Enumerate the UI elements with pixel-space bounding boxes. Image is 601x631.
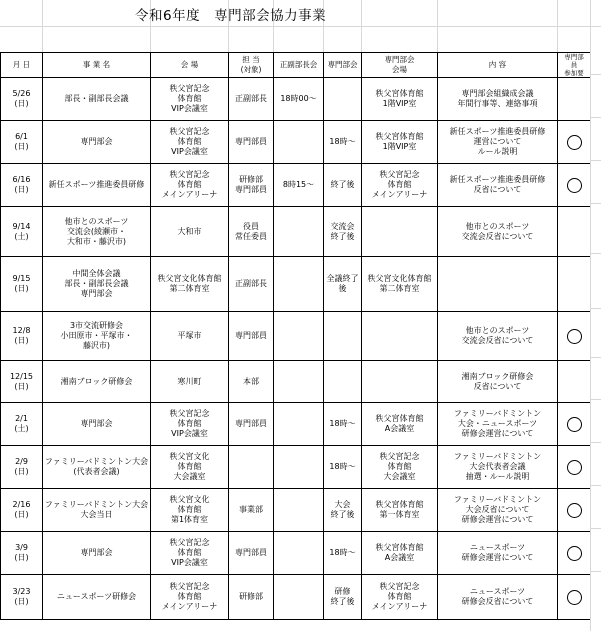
circle-mark-icon	[567, 590, 582, 605]
header-venue: 会 場	[151, 53, 229, 78]
senmon-cell: 大会 終了後	[324, 489, 362, 532]
table-row	[1, 207, 591, 257]
senmon-venue-cell	[362, 361, 438, 403]
date-cell: 12/15 (日)	[1, 361, 43, 403]
vice-meeting-cell	[274, 257, 324, 312]
spreadsheet-right-gutter	[590, 52, 601, 631]
content-cell: ニュースポーツ 研修会反省について	[438, 575, 558, 620]
table-row	[1, 78, 591, 121]
vice-meeting-cell	[274, 575, 324, 620]
charge-cell: 事業部	[229, 489, 274, 532]
required-cell	[558, 403, 591, 446]
event-name-cell: ファミリーバドミントン大会 大会当日	[43, 489, 151, 532]
charge-cell: 正副部長	[229, 257, 274, 312]
senmon-venue-cell: 秩父宮体育館 1階VIP室	[362, 121, 438, 164]
content-cell: 専門部会組織成会議 年間行事等、連絡事項	[438, 78, 558, 121]
event-name-cell: 他市とのスポーツ 交流会(綾瀬市・ 大和市・藤沢市)	[43, 207, 151, 257]
header-charge: 担 当 (対象)	[229, 53, 274, 78]
senmon-venue-cell: 秩父宮体育館 A会議室	[362, 532, 438, 575]
required-cell	[558, 121, 591, 164]
date-cell: 3/9 (日)	[1, 532, 43, 575]
date-cell: 6/1 (日)	[1, 121, 43, 164]
vice-meeting-cell	[274, 312, 324, 361]
venue-cell: 秩父宮文化体育館 第二体育室	[151, 257, 229, 312]
senmon-venue-cell	[362, 312, 438, 361]
date-cell: 9/15 (日)	[1, 257, 43, 312]
content-cell: 湘南ブロック研修会 反省について	[438, 361, 558, 403]
venue-cell: 秩父宮記念 体育館 VIP会議室	[151, 403, 229, 446]
senmon-venue-cell: 秩父宮記念 体育館 メインアリーナ	[362, 575, 438, 620]
required-cell	[558, 257, 591, 312]
date-cell: 2/16 (日)	[1, 489, 43, 532]
table-row	[1, 532, 591, 575]
senmon-cell	[324, 78, 362, 121]
vice-meeting-cell: 18時00～	[274, 78, 324, 121]
circle-mark-icon	[567, 135, 582, 150]
event-name-cell: 専門部会	[43, 121, 151, 164]
header-content: 内 容	[438, 53, 558, 78]
vice-meeting-cell	[274, 207, 324, 257]
header-required: 専門部 員 参加要	[558, 53, 591, 78]
content-cell	[438, 257, 558, 312]
circle-mark-icon	[567, 460, 582, 475]
content-cell: 新任スポーツ推進委員研修 運営について ルール説明	[438, 121, 558, 164]
required-cell	[558, 164, 591, 207]
event-name-cell: 部長・副部長会議	[43, 78, 151, 121]
senmon-venue-cell: 秩父宮文化体育館 第二体育室	[362, 257, 438, 312]
charge-cell: 専門部員	[229, 403, 274, 446]
event-name-cell: 専門部会	[43, 403, 151, 446]
event-name-cell: 新任スポーツ推進委員研修	[43, 164, 151, 207]
senmon-cell: 交流会 終了後	[324, 207, 362, 257]
senmon-cell: 全議終了 後	[324, 257, 362, 312]
date-cell: 5/26 (日)	[1, 78, 43, 121]
header-senmon: 専門部会	[324, 53, 362, 78]
venue-cell: 寒川町	[151, 361, 229, 403]
required-cell	[558, 446, 591, 489]
circle-mark-icon	[567, 546, 582, 561]
event-name-cell: ファミリーバドミントン大会 (代表者会議)	[43, 446, 151, 489]
vice-meeting-cell	[274, 121, 324, 164]
required-cell	[558, 78, 591, 121]
header-vice-meeting: 正副部長会	[274, 53, 324, 78]
charge-cell: 研修部 専門部員	[229, 164, 274, 207]
date-cell: 3/23 (日)	[1, 575, 43, 620]
circle-mark-icon	[567, 329, 582, 344]
senmon-venue-cell: 秩父宮体育館 A会議室	[362, 403, 438, 446]
content-cell: ファミリーバドミントン 大会・ニュースポーツ 研修会運営について	[438, 403, 558, 446]
venue-cell: 秩父宮記念 体育館 メインアリーナ	[151, 575, 229, 620]
required-cell	[558, 489, 591, 532]
senmon-cell: 終了後	[324, 164, 362, 207]
required-cell	[558, 532, 591, 575]
charge-cell: 役員 常任委員	[229, 207, 274, 257]
circle-mark-icon	[567, 417, 582, 432]
table-row	[1, 312, 591, 361]
date-cell: 12/8 (日)	[1, 312, 43, 361]
charge-cell	[229, 446, 274, 489]
senmon-venue-cell	[362, 207, 438, 257]
required-cell	[558, 361, 591, 403]
content-cell: ファミリーバドミントン 大会反省について 研修会運営について	[438, 489, 558, 532]
vice-meeting-cell	[274, 532, 324, 575]
event-name-cell: 中間全体会議 部長・副部長会議 専門部会	[43, 257, 151, 312]
circle-mark-icon	[567, 503, 582, 518]
header-date: 月 日	[1, 53, 43, 78]
date-cell: 2/9 (日)	[1, 446, 43, 489]
content-cell: ニュースポーツ 研修会運営について	[438, 532, 558, 575]
header-event-name: 事 業 名	[43, 53, 151, 78]
charge-cell: 研修部	[229, 575, 274, 620]
venue-cell: 秩父宮記念 体育館 VIP会議室	[151, 532, 229, 575]
senmon-cell	[324, 312, 362, 361]
table-row	[1, 121, 591, 164]
required-cell	[558, 575, 591, 620]
charge-cell: 専門部員	[229, 532, 274, 575]
table-row	[1, 361, 591, 403]
event-name-cell: 3市交流研修会 小田原市・平塚市・ 藤沢市)	[43, 312, 151, 361]
senmon-cell	[324, 361, 362, 403]
header-row	[1, 53, 591, 78]
vice-meeting-cell	[274, 446, 324, 489]
content-cell: 新任スポーツ推進委員研修 反省について	[438, 164, 558, 207]
venue-cell: 大和市	[151, 207, 229, 257]
required-cell	[558, 207, 591, 257]
senmon-venue-cell: 秩父宮体育館 1階VIP室	[362, 78, 438, 121]
table-row	[1, 164, 591, 207]
event-name-cell: ニュースポーツ研修会	[43, 575, 151, 620]
vice-meeting-cell: 8時15～	[274, 164, 324, 207]
event-name-cell: 湘南ブロック研修会	[43, 361, 151, 403]
date-cell: 2/1 (土)	[1, 403, 43, 446]
venue-cell: 秩父宮記念 体育館 メインアリーナ	[151, 164, 229, 207]
table-row	[1, 489, 591, 532]
required-cell	[558, 312, 591, 361]
senmon-venue-cell: 秩父宮記念 体育館 メインアリーナ	[362, 164, 438, 207]
table-row	[1, 446, 591, 489]
senmon-cell: 研修 終了後	[324, 575, 362, 620]
vice-meeting-cell	[274, 489, 324, 532]
content-cell: 他市とのスポーツ 交流会反省について	[438, 312, 558, 361]
senmon-cell: 18時～	[324, 403, 362, 446]
date-cell: 6/16 (日)	[1, 164, 43, 207]
venue-cell: 平塚市	[151, 312, 229, 361]
circle-mark-icon	[567, 178, 582, 193]
senmon-cell: 18時～	[324, 446, 362, 489]
venue-cell: 秩父宮文化 体育館 大会議室	[151, 446, 229, 489]
senmon-venue-cell: 秩父宮記念 体育館 大会議室	[362, 446, 438, 489]
senmon-cell: 18時～	[324, 121, 362, 164]
table-row	[1, 257, 591, 312]
charge-cell: 正副部長	[229, 78, 274, 121]
venue-cell: 秩父宮記念 体育館 VIP会議室	[151, 121, 229, 164]
content-cell: 他市とのスポーツ 交流会反省について	[438, 207, 558, 257]
schedule-table	[0, 52, 591, 620]
table-row	[1, 403, 591, 446]
charge-cell: 専門部員	[229, 312, 274, 361]
vice-meeting-cell	[274, 403, 324, 446]
page-title: 令和6年度 専門部会協力事業	[135, 8, 327, 24]
senmon-cell: 18時～	[324, 532, 362, 575]
content-cell: ファミリーバドミントン 大会代表者会議 抽選・ルール説明	[438, 446, 558, 489]
table-row	[1, 575, 591, 620]
senmon-venue-cell: 秩父宮体育館 第一体育室	[362, 489, 438, 532]
header-senmon-venue: 専門部会 会場	[362, 53, 438, 78]
venue-cell: 秩父宮文化 体育館 第1体育室	[151, 489, 229, 532]
vice-meeting-cell	[274, 361, 324, 403]
charge-cell: 専門部員	[229, 121, 274, 164]
date-cell: 9/14 (土)	[1, 207, 43, 257]
venue-cell: 秩父宮記念 体育館 VIP会議室	[151, 78, 229, 121]
event-name-cell: 専門部会	[43, 532, 151, 575]
charge-cell: 本部	[229, 361, 274, 403]
